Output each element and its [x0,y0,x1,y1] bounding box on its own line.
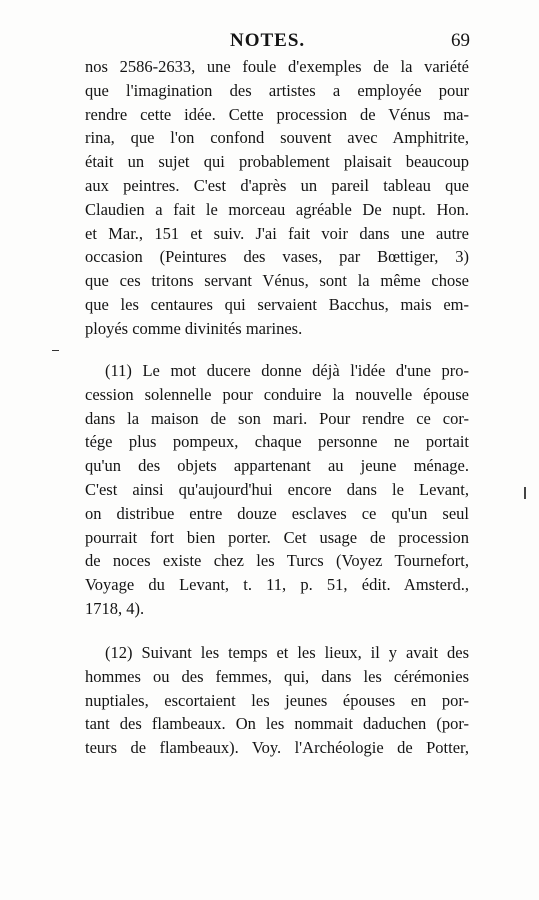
margin-mark [52,350,59,351]
text-line: cession solennelle pour conduire la nouvelle épouse [85,384,469,404]
note-opening-line: (12) Suivant les temps et les lieux, il y avait des [105,643,469,662]
text-line: nuptiales, escortaient les jeunes épouses en por- [85,690,469,710]
text-line: C'est ainsi qu'aujourd'hui encore dans le Levant, [85,479,469,499]
text-line: aux peintres. C'est d'après un pareil tableau que [85,175,469,195]
text-line: teurs de flambeaux). Voy. l'Archéologie de Potter, [85,738,469,758]
text-line: tant des flambeaux. On les nommait daduchen (por- [85,714,469,734]
text-line: Claudien a fait le morceau agréable De nupt. Hon. [85,199,469,219]
note-10-continuation [85,55,469,341]
page-number: 69 [451,30,470,51]
running-head: NOTES. [230,30,306,51]
text-line: hommes ou des femmes, qui, dans les cérémonies [85,666,469,686]
text-line: rina, que l'on confond souvent avec Amphitrite, [85,128,469,148]
text-line: on distribue entre douze esclaves ce qu'un seul [85,503,469,523]
text-line: était un sujet qui probablement plaisait beaucoup [85,152,469,172]
text-line: que les centaures qui servaient Bacchus, mais em- [85,294,469,314]
text-line: Voyage du Levant, t. 11, p. 51, édit. Amsterd., [85,575,469,595]
text-line: pourrait fort bien porter. Cet usage de procession [85,527,469,547]
text-line: de noces existe chez les Turcs (Voyez Tournefort, [85,551,469,571]
note-12 [85,641,469,760]
text-line: ployés comme divinités marines. [85,318,303,338]
margin-mark [524,487,526,499]
text-line: et Mar., 151 et suiv. J'ai fait voir dans une autre [85,223,469,243]
text-line: tége plus pompeux, chaque personne ne portait [85,432,469,452]
text-line: que l'imagination des artistes a employée pour [85,80,469,100]
text-line: que ces tritons servant Vénus, sont la même chose [85,271,469,291]
text-line: qu'un des objets appartenant au jeune ménage. [85,456,469,476]
page-header [80,30,470,54]
text-line: 1718, 4). [85,598,145,618]
text-line: nos 2586-2633, une foule d'exemples de la variété [85,57,469,76]
text-line: occasion (Peintures des vases, par Bœttiger, 3) [85,247,469,267]
note-opening-line: (11) Le mot ducere donne déjà l'idée d'une pro- [105,361,469,380]
text-line: rendre cette idée. Cette procession de Vénus ma- [85,104,469,124]
note-11 [85,359,469,621]
text-line: dans la maison de son mari. Pour rendre ce cor- [85,408,469,428]
